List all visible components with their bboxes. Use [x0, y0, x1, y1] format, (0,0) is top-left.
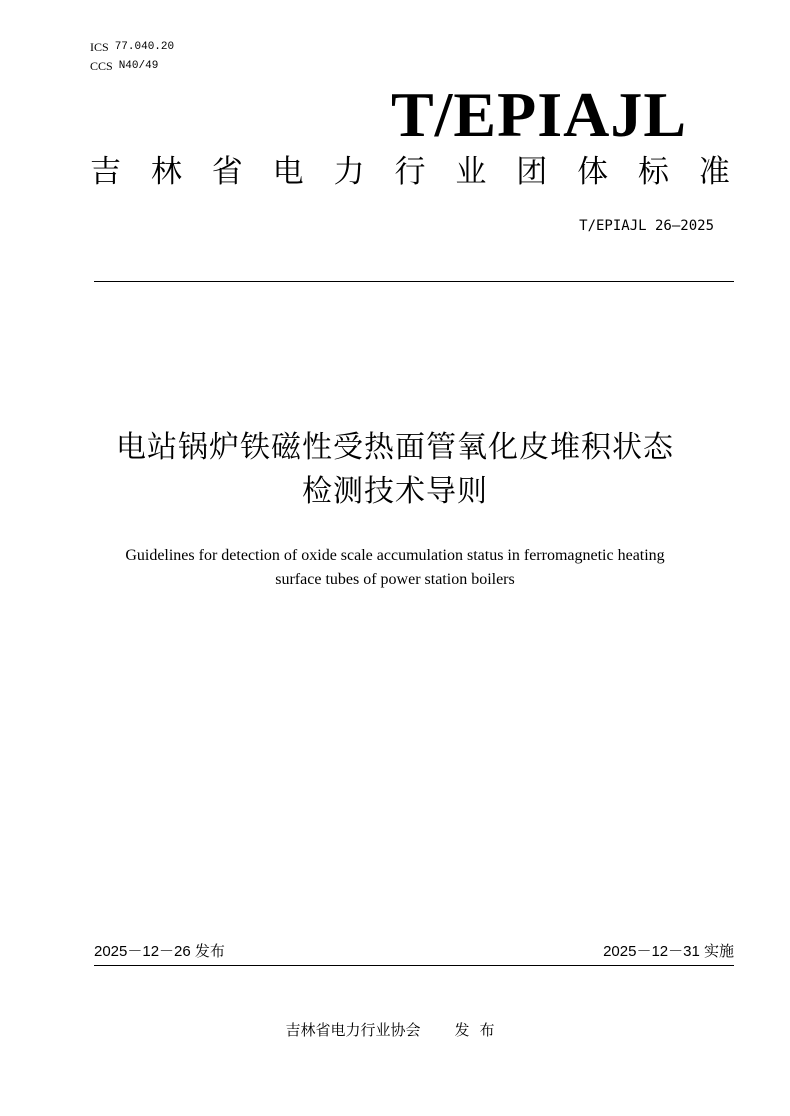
ccs-label: CCS: [90, 59, 113, 73]
standard-type-char: 行: [394, 154, 426, 190]
standard-type-char: 电: [272, 154, 304, 190]
publisher-name: 吉林省电力行业协会: [285, 1021, 421, 1039]
publisher-line: [0, 1019, 790, 1041]
standard-type-char: 省: [211, 154, 243, 190]
header-divider: [94, 281, 734, 282]
standard-number: T/EPIAJL 26—2025: [579, 218, 714, 234]
standard-type-char: 团: [516, 154, 548, 190]
classification-codes: [90, 38, 174, 76]
title-en-line-2: surface tubes of power station boilers: [275, 571, 515, 588]
ics-code: [90, 38, 174, 57]
ccs-code: [90, 57, 174, 76]
standard-type-char: 吉: [90, 154, 121, 190]
standard-type-char: 力: [333, 154, 365, 190]
standard-type-heading: [90, 150, 730, 194]
standard-type-char: 业: [455, 154, 487, 190]
standard-type-char: 体: [577, 154, 609, 190]
implementation-date: 2025－12－31 实施: [603, 943, 734, 960]
ics-label: ICS: [90, 40, 109, 54]
organization-code: T/EPIAJL: [390, 79, 687, 150]
standard-type-char: 标: [638, 154, 670, 190]
publish-label: 发布: [454, 1021, 505, 1039]
standard-type-char: 准: [698, 154, 730, 190]
title-en-line-1: Guidelines for detection of oxide scale accumulation status in ferromagnetic heating: [125, 547, 665, 564]
footer-divider: [94, 965, 734, 966]
title-cn-line-2: 检测技术导则: [302, 474, 488, 509]
ics-value: 77.040.20: [114, 41, 175, 53]
ccs-value: N40/49: [118, 60, 159, 72]
issue-date: 2025－12－26 发布: [94, 943, 225, 960]
document-title-cn: [50, 426, 740, 514]
document-title-en: [60, 544, 730, 592]
title-cn-line-1: 电站锅炉铁磁性受热面管氧化皮堆积状态: [116, 430, 674, 465]
standard-type-char: 林: [150, 154, 182, 190]
